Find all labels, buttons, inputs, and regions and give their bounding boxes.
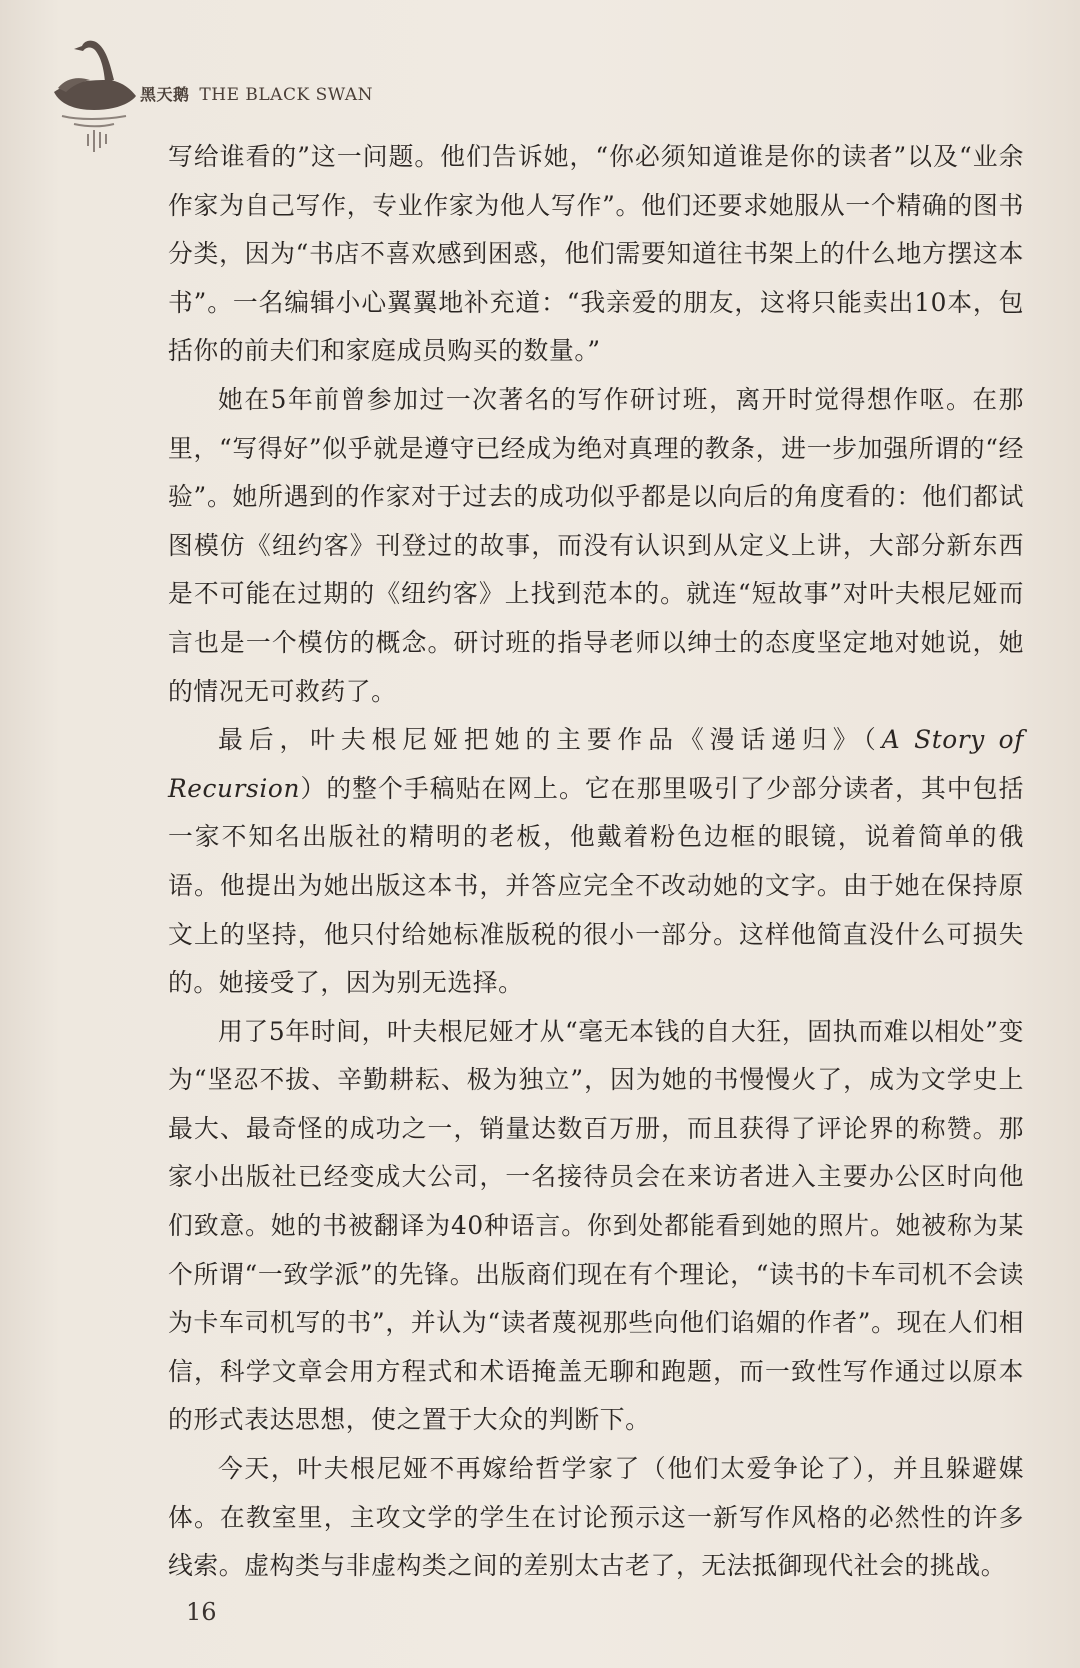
paragraph-text: 最后，叶夫根尼娅把她的主要作品《漫话递归》（ (218, 725, 882, 755)
running-head-title-zh: 黑天鹅 (140, 85, 190, 104)
book-title-english: A Story of Recursion (168, 725, 1024, 803)
page-number: 16 (186, 1598, 217, 1626)
black-swan-icon (48, 30, 140, 180)
paragraph (168, 716, 1024, 1008)
body-text (168, 133, 1024, 1591)
running-head-title-en: THE BLACK SWAN (199, 85, 373, 105)
paragraph: 她在5年前曾参加过一次著名的写作研讨班，离开时觉得想作呕。在那里，“写得好”似乎就是遵守已经成为绝对真理的教条，进一步加强所谓的“经验”。她所遇到的作家对于过去的成功似乎都是以向后的角度看的：他们都试图模仿《纽约客》刊登过的故事，而没有认识到从定义上讲，大部分新东西是不可能在过期的《纽约客》上找到范本的。就连“短故事”对叶夫根尼娅而言也是一个模仿的概念。研讨班的指导老师以绅士的态度坚定地对她说，她的情况无可救药了。 (168, 384, 1024, 706)
running-head (140, 82, 373, 105)
paragraph: 用了5年时间，叶夫根尼娅才从“毫无本钱的自大狂，固执而难以相处”变为“坚忍不拔、辛勤耕耘、极为独立”，因为她的书慢慢火了，成为文学史上最大、最奇怪的成功之一，销量达数百万册，而且获得了评论界的称赞。那家小出版社已经变成大公司，一名接待员会在来访者进入主要办公区时向他们致意。她的书被翻译为40种语言。你到处都能看到她的照片。她被称为某个所谓“一致学派”的先锋。出版商们现在有个理论，“读书的卡车司机不会读为卡车司机写的书”，并认为“读者蔑视那些向他们谄媚的作者”。现在人们相信，科学文章会用方程式和术语掩盖无聊和跑题，而一致性写作通过以原本的形式表达思想，使之置于大众的判断下。 (168, 1016, 1024, 1435)
paragraph: 今天，叶夫根尼娅不再嫁给哲学家了（他们太爱争论了），并且躲避媒体。在教室里，主攻文学的学生在讨论预示这一新写作风格的必然性的许多线索。虚构类与非虚构类之间的差别太古老了，无法抵御现代社会的挑战。 (168, 1454, 1024, 1581)
paragraph-text: ）的整个手稿贴在网上。它在那里吸引了少部分读者，其中包括一家不知名出版社的精明的老板，他戴着粉色边框的眼镜，说着简单的俄语。他提出为她出版这本书，并答应完全不改动她的文字。由于她在保持原文上的坚持，他只付给她标准版税的很小一部分。这样他简直没什么可损失的。她接受了，因为别无选择。 (168, 773, 1024, 998)
paragraph-continuation: 写给谁看的”这一问题。他们告诉她，“你必须知道谁是你的读者”以及“业余作家为自己写作，专业作家为他人写作”。他们还要求她服从一个精确的图书分类，因为“书店不喜欢感到困惑，他们需要知道往书架上的什么地方摆这本书”。一名编辑小心翼翼地补充道：“我亲爱的朋友，这将只能卖出10本，包括你的前夫们和家庭成员购买的数量。” (168, 142, 1024, 366)
